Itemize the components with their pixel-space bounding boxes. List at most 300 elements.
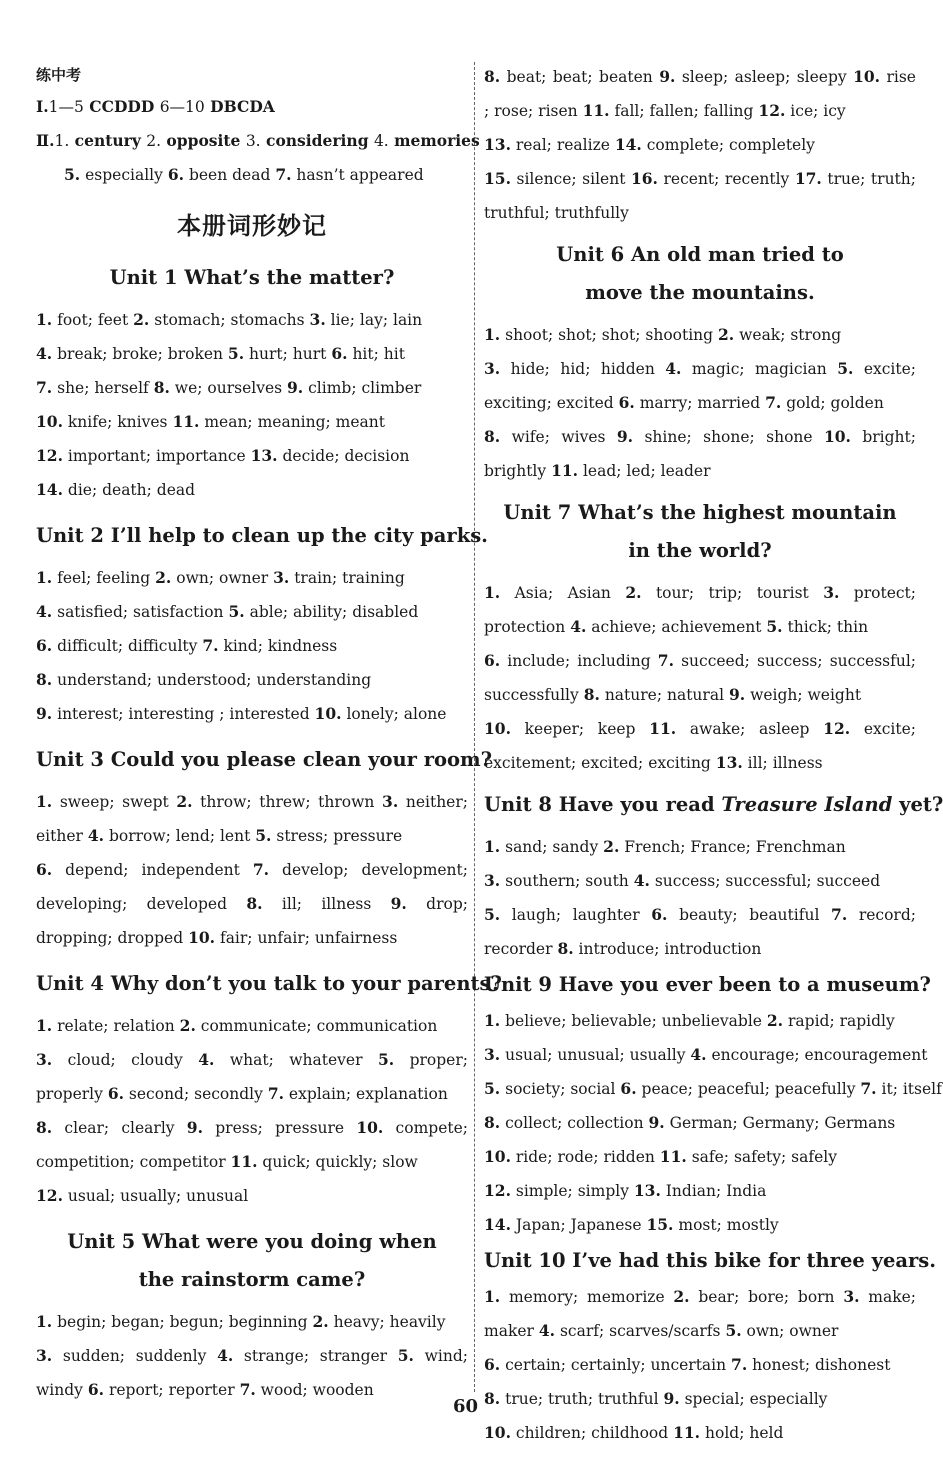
word-forms: 3.: [245, 132, 261, 150]
word-forms: successfully: [484, 686, 584, 704]
word-forms: laugh; laughter: [500, 906, 652, 924]
word-forms: truthful; truthfully: [484, 204, 629, 222]
answer-line: [484, 318, 916, 352]
answer-line: [484, 932, 916, 966]
item-number: 12.: [823, 719, 851, 738]
word-forms: climb; climber: [303, 379, 422, 397]
answer-line: [484, 454, 916, 488]
word-forms: hurt; hurt: [244, 345, 332, 363]
item-number: 11.: [649, 719, 677, 738]
unit-1-lines: [36, 303, 468, 507]
item-number: 9.: [186, 1118, 203, 1137]
answer-line: [36, 1043, 468, 1077]
word-forms: Japan; Japanese: [510, 1216, 647, 1234]
item-number: considering: [260, 131, 374, 150]
item-number: 10.: [36, 412, 63, 431]
item-number: 8.: [557, 939, 574, 958]
answer-line: [484, 1348, 916, 1382]
word-forms: wind;: [413, 1347, 468, 1365]
word-forms: tour; trip; tourist: [641, 584, 824, 602]
word-forms: knife; knives: [62, 413, 173, 431]
word-forms: Asia; Asian: [500, 584, 626, 602]
item-number: 8.: [484, 67, 501, 86]
item-number: 9.: [287, 378, 304, 397]
word-forms: competition; competitor: [36, 1153, 231, 1171]
word-forms: 1.: [54, 132, 70, 150]
word-forms: wood; wooden: [255, 1381, 374, 1399]
item-number: 6.: [167, 165, 185, 184]
word-forms: protection: [484, 618, 571, 636]
answer-line: [36, 697, 468, 731]
word-forms: excitement; excited; exciting: [484, 754, 716, 772]
item-number: 7.: [731, 1355, 748, 1374]
word-forms: understand; understood; understanding: [52, 671, 372, 689]
unit-6-title-line-2: move the mountains.: [585, 281, 815, 304]
answer-line: [36, 887, 468, 921]
answer-line: [484, 1314, 916, 1348]
item-number: century: [69, 131, 147, 150]
word-forms: fall; fallen; falling: [609, 102, 759, 120]
word-forms: excite;: [853, 360, 916, 378]
word-forms: explain; explanation: [284, 1085, 448, 1103]
item-number: 6.: [331, 344, 348, 363]
answer-line: [36, 303, 468, 337]
word-forms: own; owner: [741, 1322, 839, 1340]
item-number: 9.: [663, 1389, 680, 1408]
word-forms: children; childhood: [510, 1424, 674, 1442]
item-number: 10.: [484, 719, 511, 738]
word-forms: ill; illness: [742, 754, 823, 772]
word-forms: hide; hid; hidden: [500, 360, 666, 378]
unit-8-title-book: Treasure Island: [721, 793, 893, 816]
word-forms: 6—10: [159, 98, 205, 116]
word-forms: recorder: [484, 940, 558, 958]
item-number: 1.: [484, 583, 501, 602]
item-number: 8.: [36, 670, 53, 689]
word-forms: own; owner: [171, 569, 274, 587]
word-forms: hit; hit: [347, 345, 405, 363]
item-number: 6.: [484, 1355, 501, 1374]
item-number: 15.: [646, 1215, 674, 1234]
answer-line: [36, 1179, 468, 1213]
word-forms: wife; wives: [500, 428, 617, 446]
practice-line-1: [36, 90, 468, 124]
word-forms: lead; led; leader: [578, 462, 711, 480]
unit-7-lines: [484, 576, 916, 780]
item-number: 1.: [484, 1287, 501, 1306]
item-number: 2.: [673, 1287, 690, 1306]
unit-5-lines: [36, 1305, 468, 1407]
answer-line: [36, 663, 468, 697]
word-forms: southern; south: [500, 872, 634, 890]
right-column: [484, 60, 943, 1450]
item-number: 12.: [484, 1181, 511, 1200]
word-forms: succeed; success; successful;: [673, 652, 916, 670]
answer-line: [36, 473, 468, 507]
item-number: 12.: [36, 446, 63, 465]
answer-line: [484, 196, 916, 230]
word-forms: nature; natural: [599, 686, 729, 704]
item-number: 6.: [87, 1380, 105, 1399]
word-forms: thick; thin: [782, 618, 869, 636]
word-forms: real; realize: [510, 136, 615, 154]
item-number: 4.: [633, 871, 650, 890]
item-number: 7.: [36, 378, 53, 397]
item-number: 3.: [273, 568, 290, 587]
word-forms: true; truth;: [821, 170, 916, 188]
item-number: 2.: [625, 583, 642, 602]
answer-line: [484, 94, 916, 128]
item-number: 10.: [188, 928, 216, 947]
word-forms: sudden; suddenly: [52, 1347, 218, 1365]
word-forms: collect; collection: [500, 1114, 649, 1132]
answer-line: [484, 1072, 942, 1106]
word-forms: usual; usually; unusual: [62, 1187, 249, 1205]
item-number: 7.: [239, 1380, 256, 1399]
item-number: 6.: [484, 651, 501, 670]
word-forms: weak; strong: [734, 326, 842, 344]
item-number: 9.: [659, 67, 676, 86]
unit-10-lines: [484, 1280, 916, 1450]
item-number: 10.: [484, 1147, 511, 1166]
item-number: 17.: [794, 169, 822, 188]
item-number: 9.: [390, 894, 407, 913]
item-number: 10.: [853, 67, 881, 86]
answer-line: [36, 921, 468, 955]
item-number: 9.: [648, 1113, 665, 1132]
item-number: 1.: [484, 1011, 501, 1030]
unit-5-title-line-2: the rainstorm came?: [138, 1268, 366, 1291]
answer-line: [484, 386, 916, 420]
item-number: 3.: [484, 359, 501, 378]
item-number: 10.: [356, 1118, 384, 1137]
item-number: 1.: [36, 310, 53, 329]
item-number: 1.: [36, 568, 53, 587]
word-forms: compete;: [383, 1119, 468, 1137]
item-number: 8.: [484, 427, 501, 446]
unit-3-title: Unit 3 Could you please clean your room?: [36, 748, 493, 771]
answer-line: [484, 162, 916, 196]
word-forms: beat; beat; beaten: [500, 68, 660, 86]
item-number: 3.: [484, 871, 501, 890]
item-number: 12.: [758, 101, 786, 120]
word-forms: sand; sandy: [500, 838, 604, 856]
answer-line: [36, 1339, 468, 1373]
answer-line: [36, 439, 468, 473]
word-forms: second; secondly: [124, 1085, 268, 1103]
answer-line: [484, 746, 916, 780]
item-number: 2.: [766, 1011, 784, 1030]
word-forms: honest; dishonest: [747, 1356, 891, 1374]
item-number: 4.: [198, 1050, 215, 1069]
unit-9-title: Unit 9 Have you ever been to a museum?: [484, 973, 931, 996]
answer-line: [484, 420, 916, 454]
word-forms: difficult; difficulty: [52, 637, 203, 655]
word-forms: properly: [36, 1085, 108, 1103]
word-forms: drop;: [406, 895, 468, 913]
item-number: 5.: [255, 826, 272, 845]
unit-2-lines: [36, 561, 468, 731]
word-forms: maker: [484, 1322, 539, 1340]
item-number: 9.: [616, 427, 634, 446]
word-forms: usual; unusual; usually: [500, 1046, 691, 1064]
word-forms: developing; developed: [36, 895, 247, 913]
word-forms: press; pressure: [202, 1119, 357, 1137]
word-forms: awake; asleep: [676, 720, 824, 738]
item-number: 7.: [860, 1079, 877, 1098]
answer-line: [484, 1004, 916, 1038]
word-forms: important; importance: [62, 447, 251, 465]
answer-line: [36, 405, 468, 439]
word-forms: certain; certainly; uncertain: [500, 1356, 732, 1374]
answer-line: [36, 595, 468, 629]
unit-9-lines: [484, 1004, 942, 1242]
item-number: 1.: [36, 1016, 53, 1035]
item-number: 4.: [36, 344, 53, 363]
page-title: 本册词形妙记: [177, 212, 327, 240]
item-number: 5.: [837, 359, 854, 378]
word-forms: hold; held: [700, 1424, 784, 1442]
answer-line: [36, 561, 468, 595]
word-forms: Indian; India: [660, 1182, 767, 1200]
item-number: 4.: [36, 602, 53, 621]
unit-1-title: Unit 1 What’s the matter?: [109, 266, 395, 289]
word-forms: ill; illness: [262, 895, 391, 913]
word-forms: recent; recently: [657, 170, 795, 188]
answer-line: [484, 864, 916, 898]
word-forms: it; itself: [876, 1080, 942, 1098]
answer-line: [484, 644, 916, 678]
item-number: 1.: [36, 1312, 53, 1331]
item-number: 14.: [484, 1215, 511, 1234]
word-forms: quick; quickly; slow: [257, 1153, 418, 1171]
item-number: 2.: [133, 310, 150, 329]
unit-7-title-line-1: Unit 7 What’s the highest mountain: [503, 501, 897, 524]
item-number: opposite: [161, 131, 246, 150]
item-number: 3.: [484, 1045, 501, 1064]
word-forms: develop; development;: [269, 861, 468, 879]
answer-line: [36, 1077, 468, 1111]
answer-line: [484, 712, 916, 746]
item-number: 4.: [665, 359, 682, 378]
answer-line: [484, 1280, 916, 1314]
item-number: 7.: [275, 165, 292, 184]
word-forms: memory; memorize: [500, 1288, 674, 1306]
word-forms: French; France; Frenchman: [619, 838, 846, 856]
unit-3-lines: [36, 785, 468, 955]
word-forms: neither;: [398, 793, 468, 811]
page-number: 60: [452, 1396, 479, 1417]
answer-line: [484, 1174, 916, 1208]
item-number: 6.: [107, 1084, 124, 1103]
practice-title: 练中考: [36, 66, 82, 84]
item-number: memories: [388, 131, 480, 150]
word-forms: lie; lay; lain: [325, 311, 423, 329]
item-number: 7.: [765, 393, 782, 412]
item-number: 4.: [690, 1045, 707, 1064]
item-number: 11.: [582, 101, 610, 120]
answer-line: [36, 337, 468, 371]
word-forms: keeper; keep: [510, 720, 650, 738]
word-forms: German; Germany; Germans: [664, 1114, 896, 1132]
item-number: 4.: [87, 826, 105, 845]
unit-5-title-line-1: Unit 5 What were you doing when: [67, 1230, 437, 1253]
word-forms: shoot; shot; shot; shooting: [500, 326, 719, 344]
item-number: 4.: [538, 1321, 556, 1340]
item-number: 4.: [217, 1346, 234, 1365]
word-forms: scarf; scarves/scarfs: [555, 1322, 726, 1340]
item-number: 13.: [484, 135, 511, 154]
item-number: 13.: [633, 1181, 661, 1200]
word-forms: throw; threw; thrown: [192, 793, 383, 811]
word-forms: decide; decision: [277, 447, 410, 465]
item-number: 4.: [570, 617, 587, 636]
item-number: 6.: [620, 1079, 637, 1098]
word-forms: marry; married: [634, 394, 766, 412]
item-number: 8.: [153, 378, 170, 397]
word-forms: gold; golden: [781, 394, 884, 412]
unit-8-title-c: yet?: [892, 793, 943, 816]
answer-line: [36, 1111, 468, 1145]
item-number: 5.: [228, 602, 245, 621]
answer-line: [484, 128, 916, 162]
item-number: 6.: [651, 905, 668, 924]
word-forms: train; training: [289, 569, 405, 587]
practice-line-3: [36, 158, 468, 192]
item-number: 8.: [484, 1113, 501, 1132]
answer-line: [484, 830, 916, 864]
word-forms: beauty; beautiful: [667, 906, 832, 924]
word-forms: make;: [859, 1288, 916, 1306]
unit-8-title: [484, 786, 943, 824]
answer-line: [36, 1009, 468, 1043]
answer-line: [36, 853, 468, 887]
item-number: 9.: [728, 685, 746, 704]
word-forms: clear; clearly: [52, 1119, 187, 1137]
word-forms: ; rose; risen: [484, 102, 583, 120]
word-forms: ice; icy: [785, 102, 846, 120]
unit-2-title: Unit 2 I’ll help to clean up the city parks.: [36, 524, 488, 547]
word-forms: protect;: [839, 584, 917, 602]
item-number: 7.: [267, 1084, 284, 1103]
word-forms: hasn’t appeared: [291, 166, 424, 184]
word-forms: complete; completely: [641, 136, 815, 154]
item-number: 7.: [252, 860, 270, 879]
word-forms: borrow; lend; lent: [104, 827, 256, 845]
unit-10-title: Unit 10 I’ve had this bike for three years.: [484, 1249, 937, 1272]
answer-line: [36, 371, 468, 405]
item-number: 5.: [484, 905, 501, 924]
word-forms: encourage; encouragement: [706, 1046, 928, 1064]
answer-line: [484, 1416, 916, 1450]
word-forms: believe; believable; unbelievable: [500, 1012, 767, 1030]
item-number: 5.: [227, 344, 245, 363]
item-number: 5.: [484, 1079, 501, 1098]
item-number: 11.: [551, 461, 579, 480]
item-number: CCDDD: [83, 97, 160, 116]
item-number: 6.: [618, 393, 635, 412]
item-number: 16.: [630, 169, 658, 188]
word-forms: exciting; excited: [484, 394, 619, 412]
answer-line: [484, 1106, 916, 1140]
word-forms: begin; began; begun; beginning: [52, 1313, 313, 1331]
item-number: 2.: [718, 325, 735, 344]
unit-4-lines: [36, 1009, 468, 1213]
answer-line: [484, 60, 916, 94]
item-number: 2.: [312, 1312, 329, 1331]
item-number: 2.: [179, 1016, 196, 1035]
word-forms: true; truth; truthful: [500, 1390, 664, 1408]
item-number: 12.: [36, 1186, 63, 1205]
item-number: 3.: [309, 310, 326, 329]
word-forms: proper;: [394, 1051, 468, 1069]
word-forms: able; ability; disabled: [244, 603, 419, 621]
item-number: 2.: [603, 837, 620, 856]
item-number: 11.: [659, 1147, 687, 1166]
word-forms: satisfied; satisfaction: [52, 603, 229, 621]
answer-line: [484, 610, 916, 644]
item-number: 15.: [484, 169, 511, 188]
word-forms: most; mostly: [673, 1216, 779, 1234]
item-number: 7.: [657, 651, 674, 670]
word-forms: peace; peaceful; peacefully: [636, 1080, 861, 1098]
item-number: 1.: [484, 325, 501, 344]
word-forms: heavy; heavily: [328, 1313, 446, 1331]
item-number: 11.: [230, 1152, 258, 1171]
word-forms: success; successful; succeed: [649, 872, 881, 890]
item-number: 3.: [36, 1346, 53, 1365]
word-forms: special; especially: [679, 1390, 828, 1408]
word-forms: achieve; achievement: [586, 618, 767, 636]
word-forms: 4.: [373, 132, 389, 150]
column-divider: [474, 62, 475, 1392]
item-number: 3.: [36, 1050, 53, 1069]
word-forms: stomach; stomachs: [149, 311, 310, 329]
word-forms: record;: [847, 906, 916, 924]
word-forms: safe; safety; safely: [686, 1148, 838, 1166]
item-number: 5.: [725, 1321, 742, 1340]
word-forms: simple; simply: [510, 1182, 634, 1200]
item-number: DBCDA: [204, 97, 275, 116]
word-forms: sleep; asleep; sleepy: [675, 68, 854, 86]
word-forms: lonely; alone: [341, 705, 447, 723]
answer-line: [484, 1140, 916, 1174]
word-forms: interest; interesting ; interested: [52, 705, 315, 723]
item-number: 5.: [377, 1050, 395, 1069]
item-number: 3.: [382, 792, 399, 811]
item-number: 3.: [843, 1287, 860, 1306]
word-forms: communicate; communication: [195, 1017, 438, 1035]
item-number: 10.: [484, 1423, 511, 1442]
word-forms: been dead: [184, 166, 276, 184]
word-forms: magic; magician: [681, 360, 838, 378]
word-forms: dropping; dropped: [36, 929, 189, 947]
item-number: 7.: [202, 636, 219, 655]
word-forms: society; social: [500, 1080, 621, 1098]
word-forms: she; herself: [52, 379, 154, 397]
word-forms: include; including: [500, 652, 658, 670]
item-number: 13.: [250, 446, 278, 465]
item-number: 2.: [155, 568, 172, 587]
item-number: 11.: [673, 1423, 701, 1442]
word-forms: feel; feeling: [52, 569, 156, 587]
word-forms: rise: [880, 68, 916, 86]
unit-4-title: Unit 4 Why don’t you talk to your parents?: [36, 972, 502, 995]
word-forms: introduce; introduction: [573, 940, 762, 958]
word-forms: rapid; rapidly: [783, 1012, 895, 1030]
word-forms: bright;: [850, 428, 916, 446]
item-number: 8.: [36, 1118, 53, 1137]
